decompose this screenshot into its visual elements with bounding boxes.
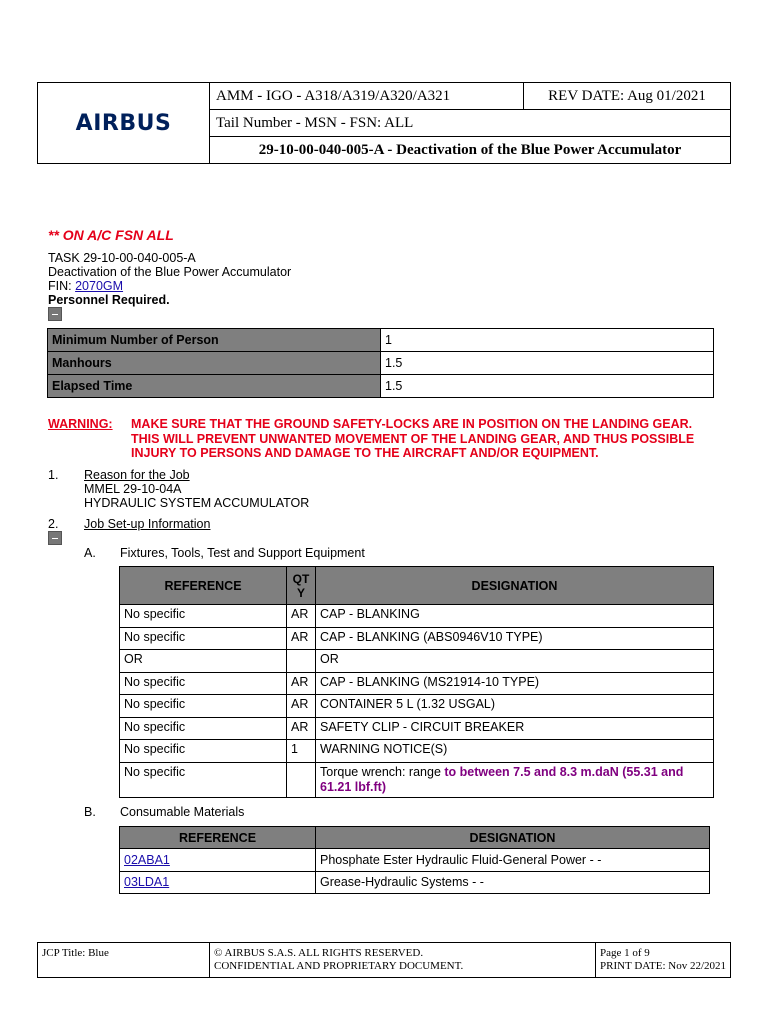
table-header-row (120, 567, 714, 605)
cell-qty (287, 762, 316, 797)
cell-reference: No specific (120, 717, 287, 740)
material-link[interactable]: 02ABA1 (124, 852, 170, 867)
table-row (120, 627, 714, 650)
task-name: Deactivation of the Blue Power Accumulator (48, 265, 292, 279)
cell-designation: SAFETY CLIP - CIRCUIT BREAKER (316, 717, 714, 740)
collapse-toggle-icon[interactable] (48, 307, 62, 321)
personnel-heading: Personnel Required. (48, 293, 170, 307)
cell-qty: AR (287, 627, 316, 650)
fin-label: FIN: (48, 279, 76, 293)
subsection-b-title: Consumable Materials (120, 805, 245, 819)
torque-range: to between 7.5 and 8.3 m.daN (55.31 and 61.21 lbf.ft) (320, 764, 684, 794)
cell-designation: Phosphate Ester Hydraulic Fluid-General Power - - (316, 849, 710, 872)
col-header-reference: REFERENCE (120, 567, 287, 605)
equipment-table (119, 566, 714, 798)
cell-reference: No specific (120, 672, 287, 695)
section-1-number: 1. (48, 468, 59, 482)
personnel-table (47, 328, 714, 398)
cell-designation: CAP - BLANKING (MS21914-10 TYPE) (316, 672, 714, 695)
cell-qty (287, 650, 316, 673)
material-link[interactable]: 03LDA1 (124, 875, 170, 890)
logo-cell (38, 83, 210, 163)
col-header-reference: REFERENCE (120, 827, 316, 849)
section-2-number: 2. (48, 517, 59, 531)
section-1-title: Reason for the Job (84, 468, 190, 482)
table-row (120, 672, 714, 695)
jcp-title: JCP Title: Blue (38, 943, 210, 977)
personnel-value: 1 (381, 329, 714, 352)
collapse-toggle-icon[interactable] (48, 531, 62, 545)
warning-text: MAKE SURE THAT THE GROUND SAFETY-LOCKS ARE IN POSITION ON THE LANDING GEAR. THIS WILL PREVENT UNWANTED MOVEMENT OF THE LANDING GEAR, AND THUS POSSIBLE INJURY TO PERSONS AND DAMAGE TO THE AIRCRAFT AND/OR EQUIPMENT. (131, 417, 695, 460)
cell-qty: AR (287, 695, 316, 718)
table-row (48, 375, 714, 398)
table-row (48, 352, 714, 375)
subsection-a-title: Fixtures, Tools, Test and Support Equipment (120, 546, 365, 560)
col-header-designation: DESIGNATION (316, 827, 710, 849)
torque-wrench-label: Torque wrench: range (320, 764, 445, 779)
page-info (596, 943, 730, 977)
cell-designation: CONTAINER 5 L (1.32 USGAL) (316, 695, 714, 718)
subsection-a-letter: A. (84, 546, 96, 560)
cell-qty: AR (287, 605, 316, 628)
cell-reference: No specific (120, 740, 287, 763)
cell-qty: AR (287, 717, 316, 740)
warning-label: WARNING: (48, 417, 113, 431)
cell-designation: CAP - BLANKING (ABS0946V10 TYPE) (316, 627, 714, 650)
cell-designation: OR (316, 650, 714, 673)
table-row (120, 605, 714, 628)
cell-reference (120, 871, 316, 894)
fin-line (48, 279, 123, 293)
table-row (120, 740, 714, 763)
cell-designation: Grease-Hydraulic Systems - - (316, 871, 710, 894)
copyright-block (210, 943, 596, 977)
print-date: PRINT DATE: Nov 22/2021 (600, 960, 726, 972)
cell-qty: AR (287, 672, 316, 695)
confidential-notice: CONFIDENTIAL AND PROPRIETARY DOCUMENT. (214, 960, 464, 972)
col-header-designation: DESIGNATION (316, 567, 714, 605)
table-row (48, 329, 714, 352)
personnel-label: Minimum Number of Person (48, 329, 381, 352)
personnel-label: Manhours (48, 352, 381, 375)
cell-designation (316, 762, 714, 797)
personnel-value: 1.5 (381, 375, 714, 398)
cell-reference: No specific (120, 605, 287, 628)
cell-reference: No specific (120, 695, 287, 718)
section-2-title: Job Set-up Information (84, 517, 211, 531)
subsection-b-letter: B. (84, 805, 96, 819)
cell-reference (120, 849, 316, 872)
mmel-description: HYDRAULIC SYSTEM ACCUMULATOR (84, 496, 310, 510)
table-row (120, 762, 714, 797)
document-footer (37, 942, 731, 978)
cell-qty: 1 (287, 740, 316, 763)
revision-date: REV DATE: Aug 01/2021 (524, 83, 730, 110)
table-header-row (120, 827, 710, 849)
personnel-value: 1.5 (381, 352, 714, 375)
copyright: © AIRBUS S.A.S. ALL RIGHTS RESERVED. (214, 947, 424, 959)
manual-id: AMM - IGO - A318/A319/A320/A321 (210, 83, 524, 110)
table-row (120, 849, 710, 872)
cell-reference: OR (120, 650, 287, 673)
col-header-qty: QTY (287, 567, 316, 605)
mmel-reference: MMEL 29-10-04A (84, 482, 182, 496)
document-header (37, 82, 731, 164)
fin-link[interactable]: 2070GM (75, 279, 124, 293)
consumables-table (119, 826, 710, 894)
page-number: Page 1 of 9 (600, 947, 650, 959)
table-row (120, 650, 714, 673)
cell-reference: No specific (120, 762, 287, 797)
task-title: 29-10-00-040-005-A - Deactivation of the Blue Power Accumulator (258, 141, 682, 158)
cell-designation: WARNING NOTICE(S) (316, 740, 714, 763)
effectivity: ** ON A/C FSN ALL (48, 227, 174, 243)
personnel-label: Elapsed Time (48, 375, 381, 398)
table-row (120, 695, 714, 718)
table-row (120, 717, 714, 740)
airbus-logo: AIRBUS (75, 110, 172, 136)
task-number: TASK 29-10-00-040-005-A (48, 251, 196, 265)
table-row (120, 871, 710, 894)
cell-designation: CAP - BLANKING (316, 605, 714, 628)
tail-number: Tail Number - MSN - FSN: ALL (210, 110, 730, 137)
cell-reference: No specific (120, 627, 287, 650)
